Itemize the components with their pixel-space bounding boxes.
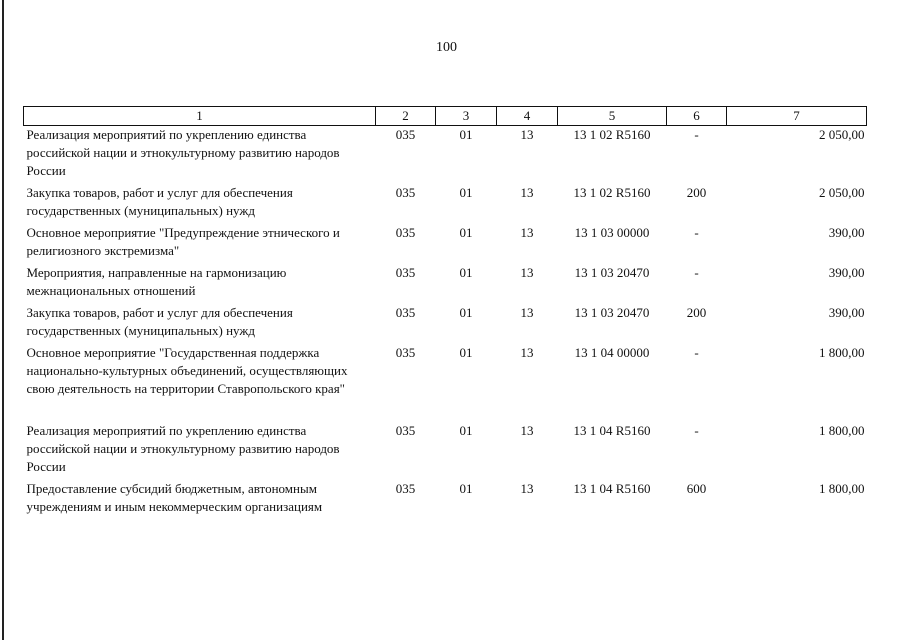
row-section-code: 01 <box>459 265 473 280</box>
row-ministry-code: 035 <box>395 305 416 320</box>
row-subsection-code: 13 <box>520 345 534 360</box>
row-target-article: 13 1 03 20470 <box>574 305 650 320</box>
row-expense-type: - <box>694 225 699 240</box>
row-section-code: 01 <box>459 423 473 438</box>
row-target-article: 13 1 02 R5160 <box>573 127 651 142</box>
row-expense-type: 200 <box>686 305 707 320</box>
row-ministry-code: 035 <box>395 481 416 496</box>
row-section-code: 01 <box>459 305 473 320</box>
row-target-article: 13 1 03 20470 <box>574 265 650 280</box>
table-row <box>24 126 867 185</box>
row-expense-type: - <box>694 423 699 438</box>
table-header-row <box>24 107 867 126</box>
row-subsection-code: 13 <box>520 185 534 200</box>
row-section-code: 01 <box>459 481 473 496</box>
row-name: Реализация мероприятий по укреплению единства российской нации и этнокультурному развитию народов России <box>26 423 340 474</box>
table-row <box>24 344 867 422</box>
row-name: Основное мероприятие "Государственная поддержка национально-культурных объединений, осуществляющих свою деятельность на территории Ставропольского края" <box>26 345 348 396</box>
row-name: Мероприятия, направленные на гармонизацию межнациональных отношений <box>26 265 287 298</box>
row-amount: 390,00 <box>828 225 865 240</box>
column-header-6: 6 <box>667 107 727 126</box>
row-ministry-code: 035 <box>395 265 416 280</box>
page-left-border <box>2 0 4 640</box>
column-header-4: 4 <box>497 107 558 126</box>
row-expense-type: 600 <box>686 481 707 496</box>
column-header-5: 5 <box>558 107 667 126</box>
row-amount: 390,00 <box>828 265 865 280</box>
row-amount: 390,00 <box>828 305 865 320</box>
row-section-code: 01 <box>459 185 473 200</box>
row-expense-type: - <box>694 265 699 280</box>
row-amount: 1 800,00 <box>819 481 865 496</box>
row-target-article: 13 1 03 00000 <box>574 225 650 240</box>
row-target-article: 13 1 04 R5160 <box>573 481 651 496</box>
budget-table <box>23 106 867 516</box>
row-expense-type: - <box>694 127 699 142</box>
table-row <box>24 224 867 264</box>
row-amount: 1 800,00 <box>819 345 865 360</box>
row-section-code: 01 <box>459 127 473 142</box>
row-subsection-code: 13 <box>520 305 534 320</box>
row-ministry-code: 035 <box>395 423 416 438</box>
row-ministry-code: 035 <box>395 345 416 360</box>
row-ministry-code: 035 <box>395 185 416 200</box>
table-row <box>24 480 867 516</box>
row-name: Реализация мероприятий по укреплению единства российской нации и этнокультурному развитию народов России <box>26 127 340 178</box>
row-amount: 2 050,00 <box>819 185 865 200</box>
row-name: Закупка товаров, работ и услуг для обеспечения государственных (муниципальных) нужд <box>26 305 293 338</box>
row-expense-type: - <box>694 345 699 360</box>
row-name: Основное мероприятие "Предупреждение этнического и религиозного экстремизма" <box>26 225 340 258</box>
row-name: Предоставление субсидий бюджетным, автономным учреждениям и иным некоммерческим организациям <box>26 481 323 514</box>
row-target-article: 13 1 04 R5160 <box>573 423 651 438</box>
row-subsection-code: 13 <box>520 225 534 240</box>
row-amount: 1 800,00 <box>819 423 865 438</box>
table-row <box>24 304 867 344</box>
table-row <box>24 184 867 224</box>
table-row <box>24 264 867 304</box>
row-expense-type: 200 <box>686 185 707 200</box>
page-number: 100 <box>436 40 457 55</box>
row-subsection-code: 13 <box>520 481 534 496</box>
row-subsection-code: 13 <box>520 423 534 438</box>
column-header-7: 7 <box>727 107 867 126</box>
column-header-3: 3 <box>436 107 497 126</box>
row-section-code: 01 <box>459 345 473 360</box>
row-section-code: 01 <box>459 225 473 240</box>
row-ministry-code: 035 <box>395 225 416 240</box>
row-ministry-code: 035 <box>395 127 416 142</box>
column-header-1: 1 <box>24 107 376 126</box>
row-name: Закупка товаров, работ и услуг для обеспечения государственных (муниципальных) нужд <box>26 185 293 218</box>
row-subsection-code: 13 <box>520 265 534 280</box>
row-subsection-code: 13 <box>520 127 534 142</box>
row-target-article: 13 1 02 R5160 <box>573 185 651 200</box>
row-target-article: 13 1 04 00000 <box>574 345 650 360</box>
row-amount: 2 050,00 <box>819 127 865 142</box>
table-row <box>24 422 867 480</box>
column-header-2: 2 <box>376 107 436 126</box>
